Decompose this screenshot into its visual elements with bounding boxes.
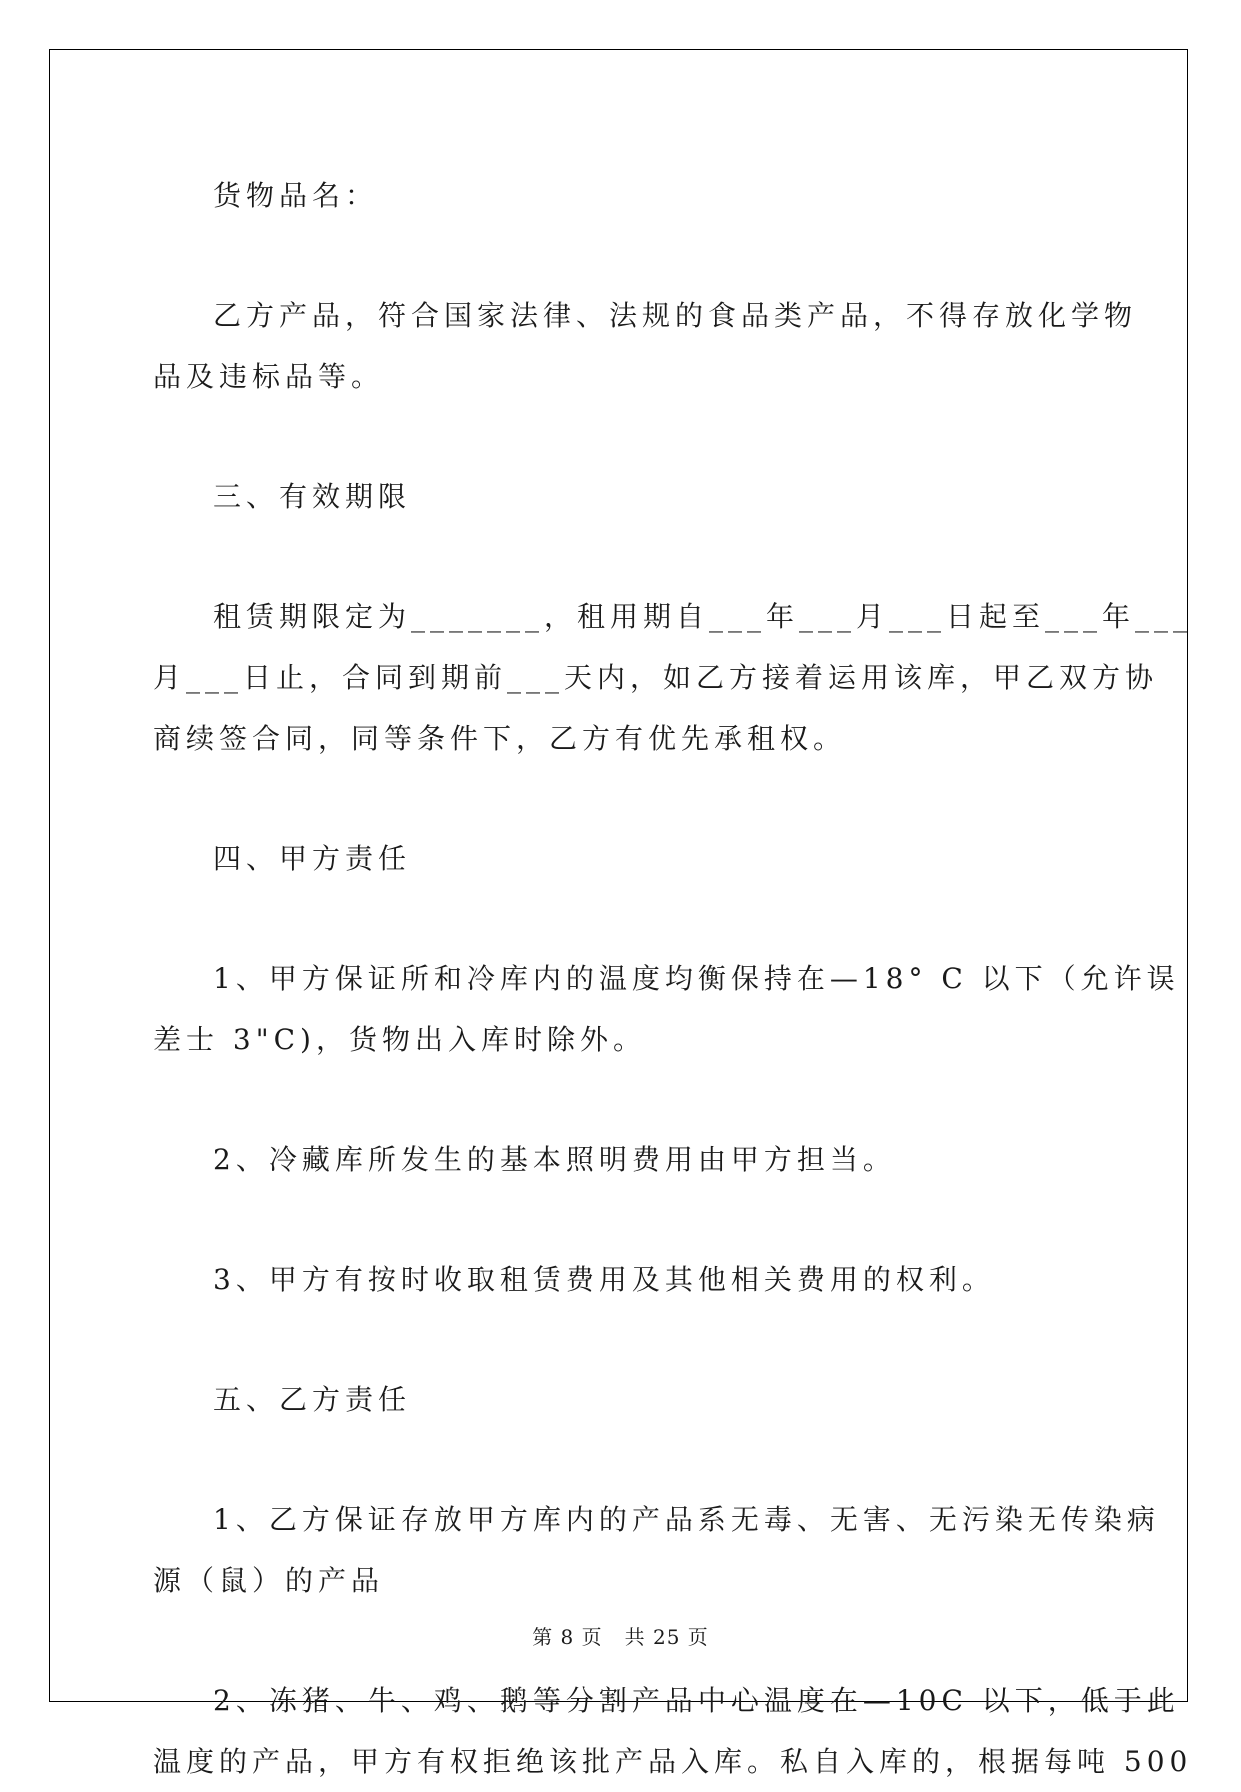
paragraph-line: 温度的产品，甲方有权拒绝该批产品入库。私自入库的，根据每吨 500 bbox=[153, 1745, 1193, 1778]
paragraph-line: 品及违标品等。 bbox=[153, 360, 385, 393]
paragraph-line: 货物品名： bbox=[213, 179, 379, 212]
document-body bbox=[153, 165, 1193, 1792]
paragraph-line: 2、冻猪、牛、鸡、鹅等分割产品中心温度在—10C 以下，低于此 bbox=[213, 1684, 1180, 1717]
section-heading: 四、甲方责任 bbox=[213, 842, 412, 875]
paragraph-line: 商续签合同，同等条件下，乙方有优先承租权。 bbox=[153, 722, 847, 755]
paragraph-line: 月___日止，合同到期前___天内，如乙方接着运用该库，甲乙双方协 bbox=[153, 661, 1159, 694]
paragraph-line: 差士 3"C)，货物出入库时除外。 bbox=[153, 1023, 646, 1056]
paragraph-line: 1、乙方保证存放甲方库内的产品系无毒、无害、无污染无传染病 bbox=[213, 1503, 1160, 1536]
paragraph-line: 乙方产品，符合国家法律、法规的食品类产品，不得存放化学物 bbox=[213, 299, 1138, 332]
page-total: 共 25 页 bbox=[624, 1625, 709, 1649]
paragraph-line: 3、甲方有按时收取租赁费用及其他相关费用的权利。 bbox=[213, 1263, 995, 1296]
paragraph-line: 租赁期限定为_______，租用期自___年___月___日起至___年___ bbox=[213, 600, 1193, 633]
section-heading: 三、有效期限 bbox=[213, 480, 412, 513]
paragraph-line: 源（鼠）的产品 bbox=[153, 1564, 385, 1597]
paragraph-line: 1、甲方保证所和冷库内的温度均衡保持在—18° C 以下（允许误 bbox=[213, 962, 1180, 995]
section-heading: 五、乙方责任 bbox=[213, 1383, 412, 1416]
paragraph-line: 2、冷藏库所发生的基本照明费用由甲方担当。 bbox=[213, 1143, 896, 1176]
page-number: 第 8 页 bbox=[532, 1625, 603, 1649]
page-footer bbox=[0, 1621, 1241, 1650]
